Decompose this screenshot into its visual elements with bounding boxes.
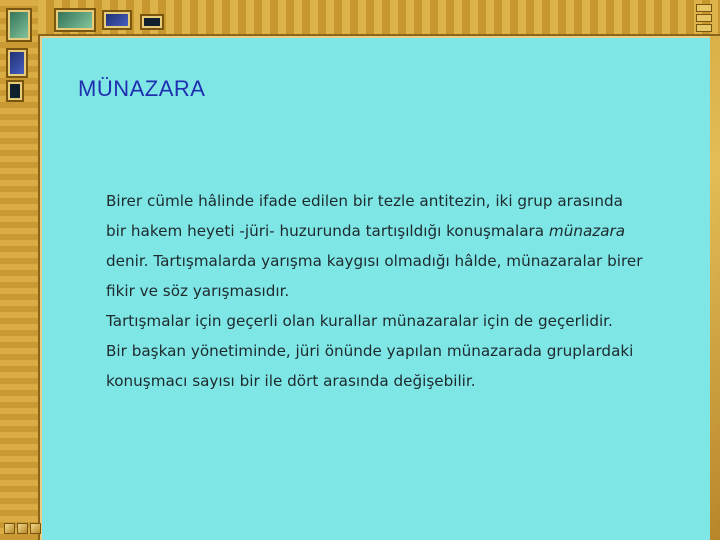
- body-line: konuşmacı sayısı bir ile dört arasında değişebilir.: [106, 372, 476, 390]
- decor-square-icon: [4, 523, 15, 534]
- slide-title: MÜNAZARA: [78, 76, 206, 101]
- body-line-text: bir hakem heyeti -jüri- huzurunda tartışıldığı konuşmalara: [106, 222, 549, 240]
- body-line: denir. Tartışmalarda yarışma kaygısı olmadığı hâlde, münazaralar birer: [106, 252, 643, 270]
- decor-frame-icon: [6, 80, 24, 102]
- decor-frame-icon: [102, 10, 132, 30]
- body-line: [106, 216, 696, 246]
- decor-frame-icon: [6, 48, 28, 78]
- body-line: Bir başkan yönetiminde, jüri önünde yapılan münazarada gruplardaki: [106, 342, 634, 360]
- decor-frame-icon: [6, 8, 32, 42]
- body-line: fikir ve söz yarışmasıdır.: [106, 282, 290, 300]
- body-line: Birer cümle hâlinde ifade edilen bir tezle antitezin, iki grup arasında: [106, 192, 623, 210]
- decor-square-icon: [30, 523, 41, 534]
- decor-frame-icon: [54, 8, 96, 32]
- decor-corner-icon: [696, 24, 712, 32]
- decor-square-icon: [17, 523, 28, 534]
- decor-corner-icon: [696, 4, 712, 12]
- decor-corner-icon: [696, 14, 712, 22]
- emphasized-term: münazara: [548, 222, 626, 240]
- bottom-left-decoration: [4, 523, 41, 534]
- slide-body: [106, 186, 696, 396]
- body-line: Tartışmalar için geçerli olan kurallar münazaralar için de geçerlidir.: [106, 312, 613, 330]
- decor-frame-icon: [140, 14, 164, 30]
